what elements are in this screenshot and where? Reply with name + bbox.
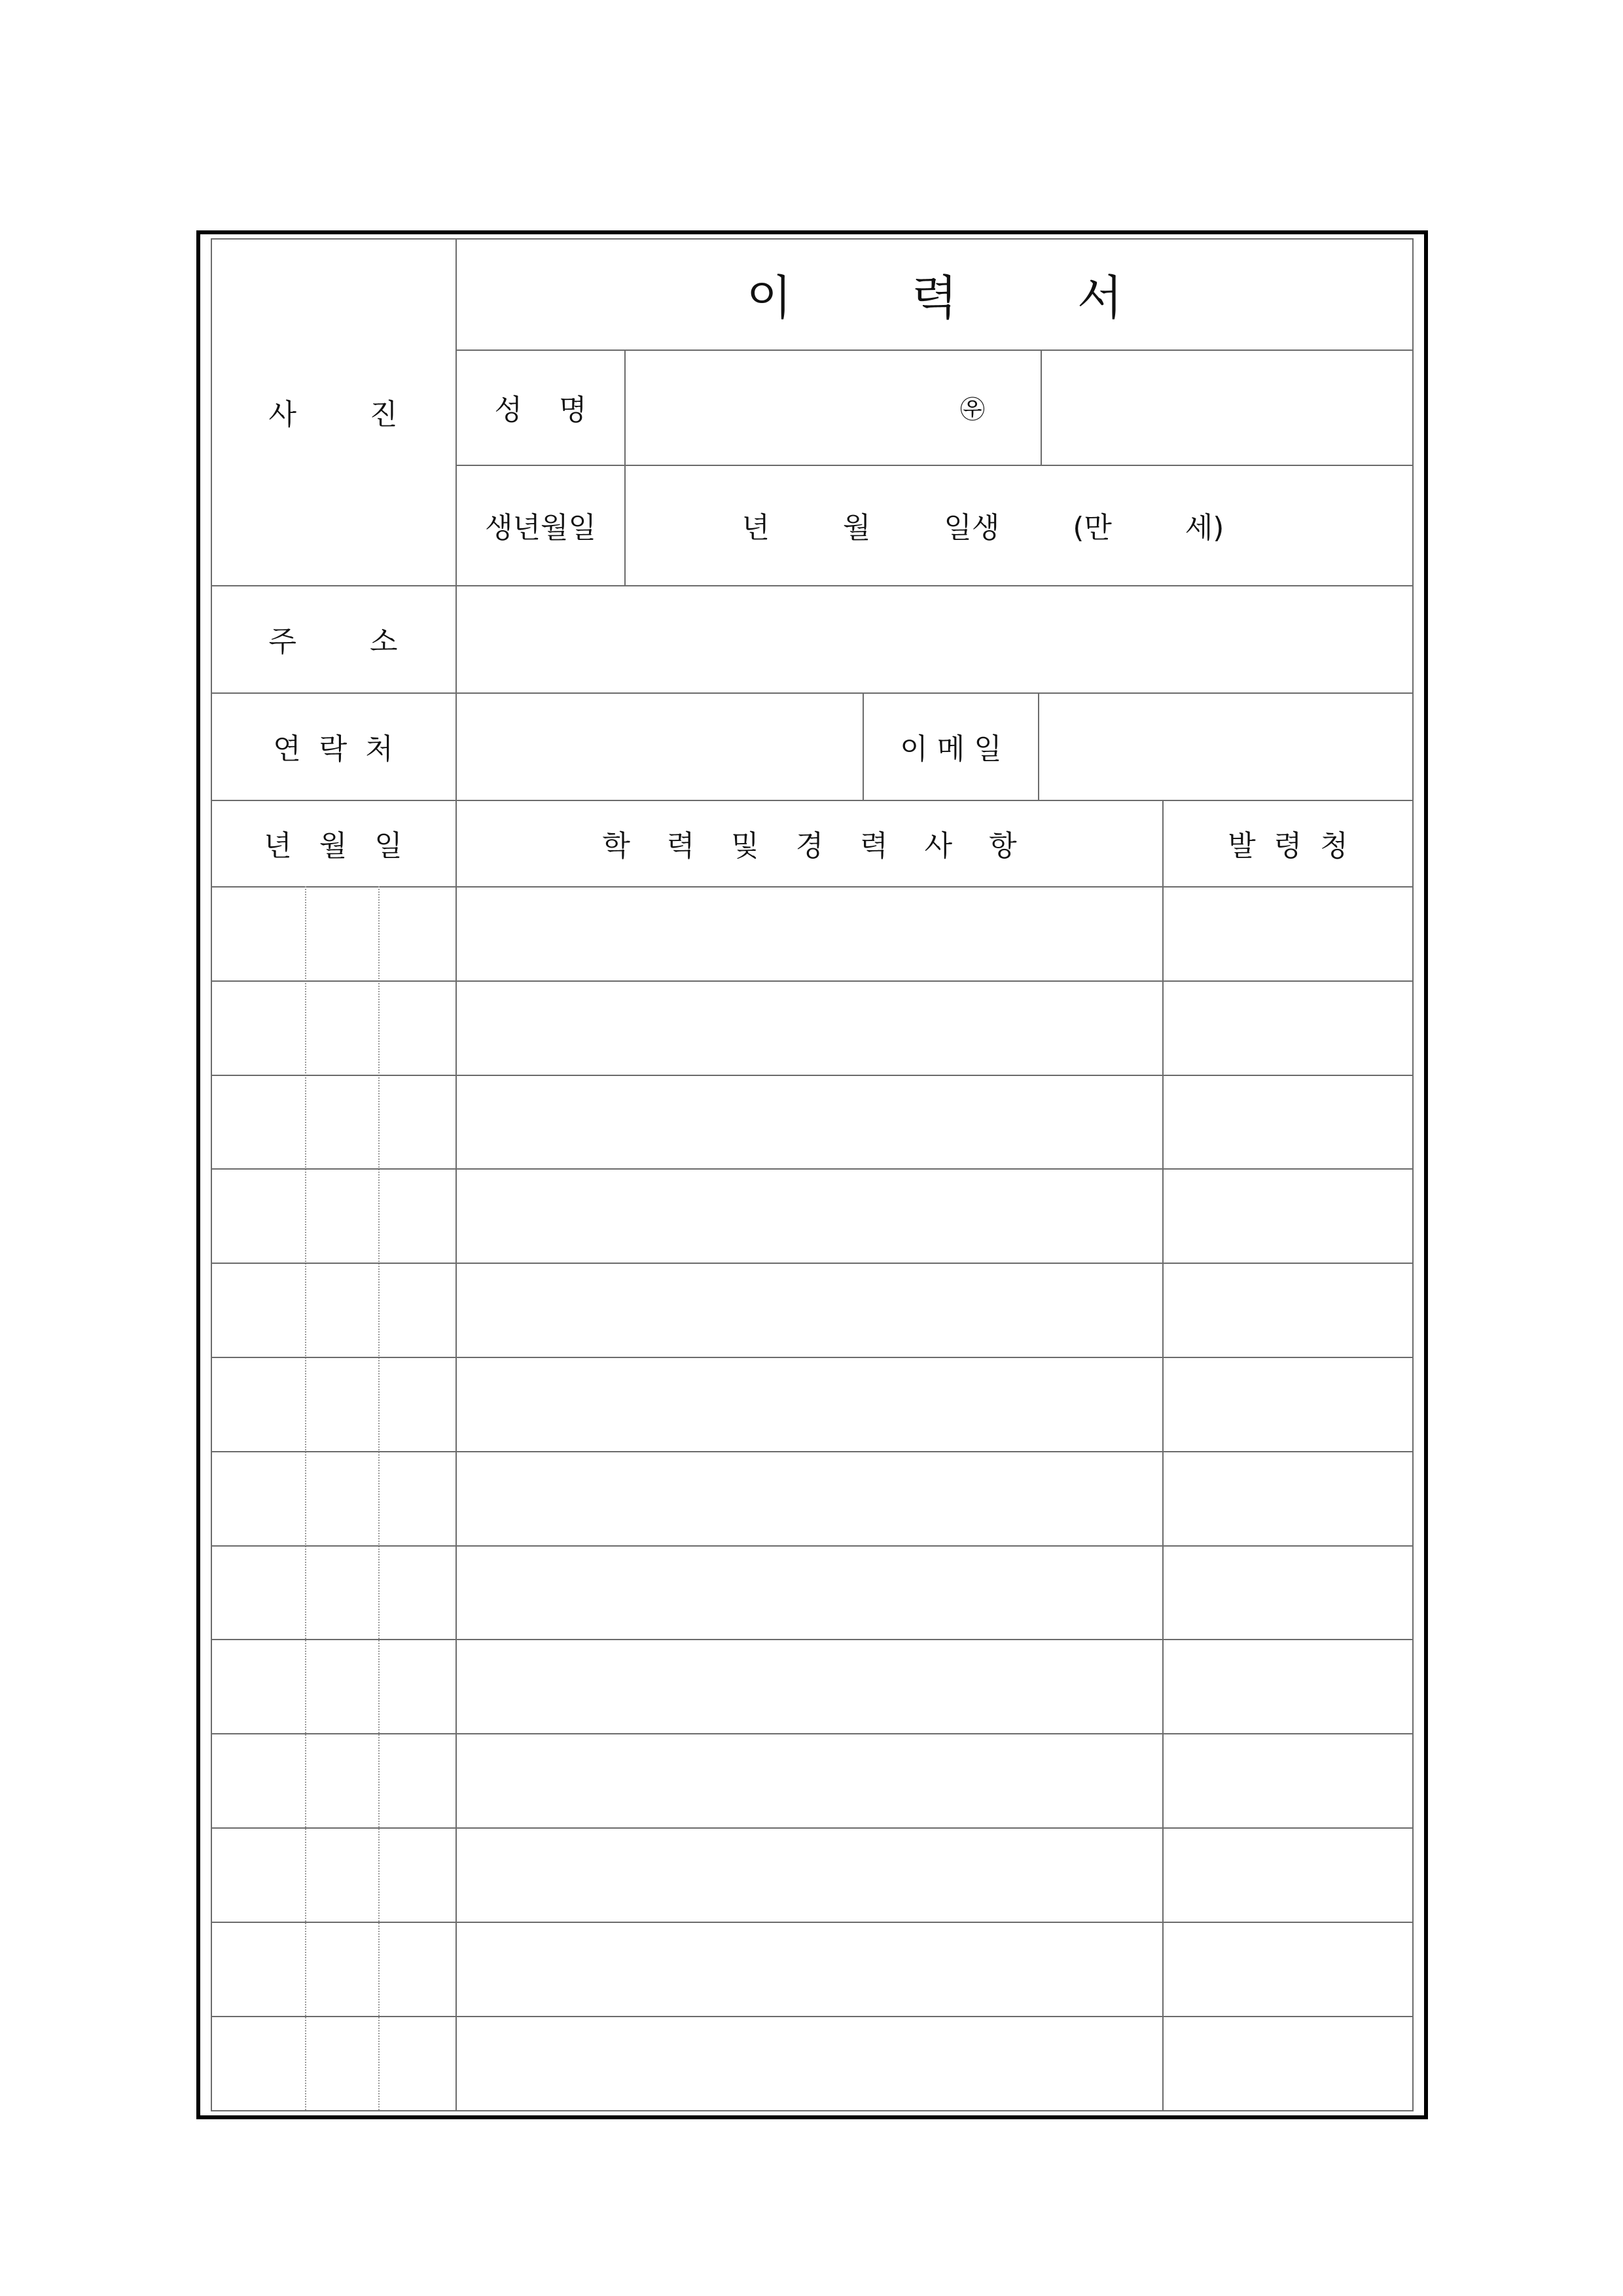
- frame-bottom: [211, 2110, 1414, 2111]
- history-details-label: 학 력 및 경 력 사 항: [602, 829, 1017, 863]
- history-month-cell[interactable]: [306, 980, 378, 1075]
- history-date-label: 년 월 일: [264, 829, 402, 863]
- row-divider: [211, 1733, 1414, 1734]
- history-year-cell[interactable]: [211, 1168, 305, 1263]
- birth-value[interactable]: 년 월 일생 (만 세): [741, 511, 1224, 545]
- history-issuer-label: 발 령 청: [1228, 829, 1348, 863]
- history-year-cell[interactable]: [211, 1357, 305, 1451]
- photo-label: 사 진: [268, 398, 398, 431]
- resume-form: [211, 238, 1414, 2111]
- history-day-cell[interactable]: [380, 1263, 455, 1357]
- history-details-cell[interactable]: [457, 1639, 1162, 1733]
- history-month-cell[interactable]: [306, 1545, 378, 1640]
- history-day-cell[interactable]: [380, 1075, 455, 1169]
- history-issuer-cell[interactable]: [1164, 1451, 1412, 1545]
- history-issuer-cell[interactable]: [1164, 1357, 1412, 1451]
- history-year-cell[interactable]: [211, 1827, 305, 1922]
- history-issuer-cell[interactable]: [1164, 1075, 1412, 1169]
- history-details-cell[interactable]: [457, 1827, 1162, 1922]
- history-details-cell[interactable]: [457, 1075, 1162, 1169]
- history-day-cell[interactable]: [380, 1922, 455, 2016]
- history-issuer-cell[interactable]: [1164, 1639, 1412, 1733]
- history-year-cell[interactable]: [211, 1922, 305, 2016]
- history-year-cell[interactable]: [211, 1451, 305, 1545]
- history-issuer-cell[interactable]: [1164, 1168, 1412, 1263]
- email-input[interactable]: [1039, 692, 1412, 800]
- history-details-cell[interactable]: [457, 1545, 1162, 1640]
- history-day-cell[interactable]: [380, 1168, 455, 1263]
- history-year-cell[interactable]: [211, 1639, 305, 1733]
- history-day-cell[interactable]: [380, 980, 455, 1075]
- history-details-cell[interactable]: [457, 1733, 1162, 1827]
- history-year-cell[interactable]: [211, 2016, 305, 2110]
- history-month-cell[interactable]: [306, 1357, 378, 1451]
- history-issuer-cell[interactable]: [1164, 1827, 1412, 1922]
- history-month-cell[interactable]: [306, 1451, 378, 1545]
- history-day-cell[interactable]: [380, 1733, 455, 1827]
- history-details-cell[interactable]: [457, 1263, 1162, 1357]
- history-details-cell[interactable]: [457, 2016, 1162, 2110]
- history-month-cell[interactable]: [306, 2016, 378, 2110]
- row-divider: [211, 1263, 1414, 1264]
- form-title: 이 력 서: [746, 270, 1123, 325]
- address-input[interactable]: [457, 585, 1412, 692]
- history-issuer-cell[interactable]: [1164, 980, 1412, 1075]
- row-divider: [211, 1639, 1414, 1640]
- history-issuer-cell[interactable]: [1164, 2016, 1412, 2110]
- row-divider: [211, 1075, 1414, 1076]
- history-details-cell[interactable]: [457, 1451, 1162, 1545]
- seal-mark: ㉾: [959, 395, 985, 424]
- contact-input[interactable]: [457, 692, 863, 800]
- history-year-cell[interactable]: [211, 1733, 305, 1827]
- history-month-cell[interactable]: [306, 1075, 378, 1169]
- name-extra-field[interactable]: [1042, 350, 1412, 465]
- history-issuer-cell[interactable]: [1164, 1733, 1412, 1827]
- history-issuer-cell[interactable]: [1164, 1263, 1412, 1357]
- history-details-cell[interactable]: [457, 1168, 1162, 1263]
- history-day-cell[interactable]: [380, 886, 455, 980]
- history-year-cell[interactable]: [211, 1075, 305, 1169]
- history-month-cell[interactable]: [306, 1922, 378, 2016]
- history-issuer-cell[interactable]: [1164, 886, 1412, 980]
- history-year-cell[interactable]: [211, 980, 305, 1075]
- row-divider: [211, 980, 1414, 982]
- history-month-cell[interactable]: [306, 1733, 378, 1827]
- row-divider: [211, 1451, 1414, 1452]
- email-label: 이 메 일: [900, 732, 1002, 766]
- row-divider: [211, 1545, 1414, 1547]
- row-divider: [211, 1357, 1414, 1358]
- name-label: 성 명: [494, 393, 587, 427]
- row-divider: [211, 1827, 1414, 1829]
- history-details-cell[interactable]: [457, 1922, 1162, 2016]
- history-month-cell[interactable]: [306, 886, 378, 980]
- contact-label: 연 락 처: [273, 732, 393, 766]
- history-year-cell[interactable]: [211, 1545, 305, 1640]
- history-issuer-cell[interactable]: [1164, 1922, 1412, 2016]
- history-day-cell[interactable]: [380, 1827, 455, 1922]
- history-issuer-cell[interactable]: [1164, 1545, 1412, 1640]
- history-day-cell[interactable]: [380, 1545, 455, 1640]
- row-divider: [211, 1922, 1414, 1923]
- history-day-cell[interactable]: [380, 1451, 455, 1545]
- history-day-cell[interactable]: [380, 2016, 455, 2110]
- history-year-cell[interactable]: [211, 886, 305, 980]
- name-input[interactable]: [626, 350, 940, 465]
- address-label: 주 소: [268, 625, 398, 658]
- history-month-cell[interactable]: [306, 1168, 378, 1263]
- history-month-cell[interactable]: [306, 1827, 378, 1922]
- history-details-cell[interactable]: [457, 1357, 1162, 1451]
- history-details-cell[interactable]: [457, 886, 1162, 980]
- history-day-cell[interactable]: [380, 1639, 455, 1733]
- history-day-cell[interactable]: [380, 1357, 455, 1451]
- row-divider: [211, 1168, 1414, 1170]
- history-month-cell[interactable]: [306, 1639, 378, 1733]
- history-year-cell[interactable]: [211, 1263, 305, 1357]
- frame-right: [1412, 238, 1414, 2111]
- row-divider: [211, 2016, 1414, 2017]
- history-details-cell[interactable]: [457, 980, 1162, 1075]
- birth-label: 생년월일: [484, 511, 596, 545]
- history-month-cell[interactable]: [306, 1263, 378, 1357]
